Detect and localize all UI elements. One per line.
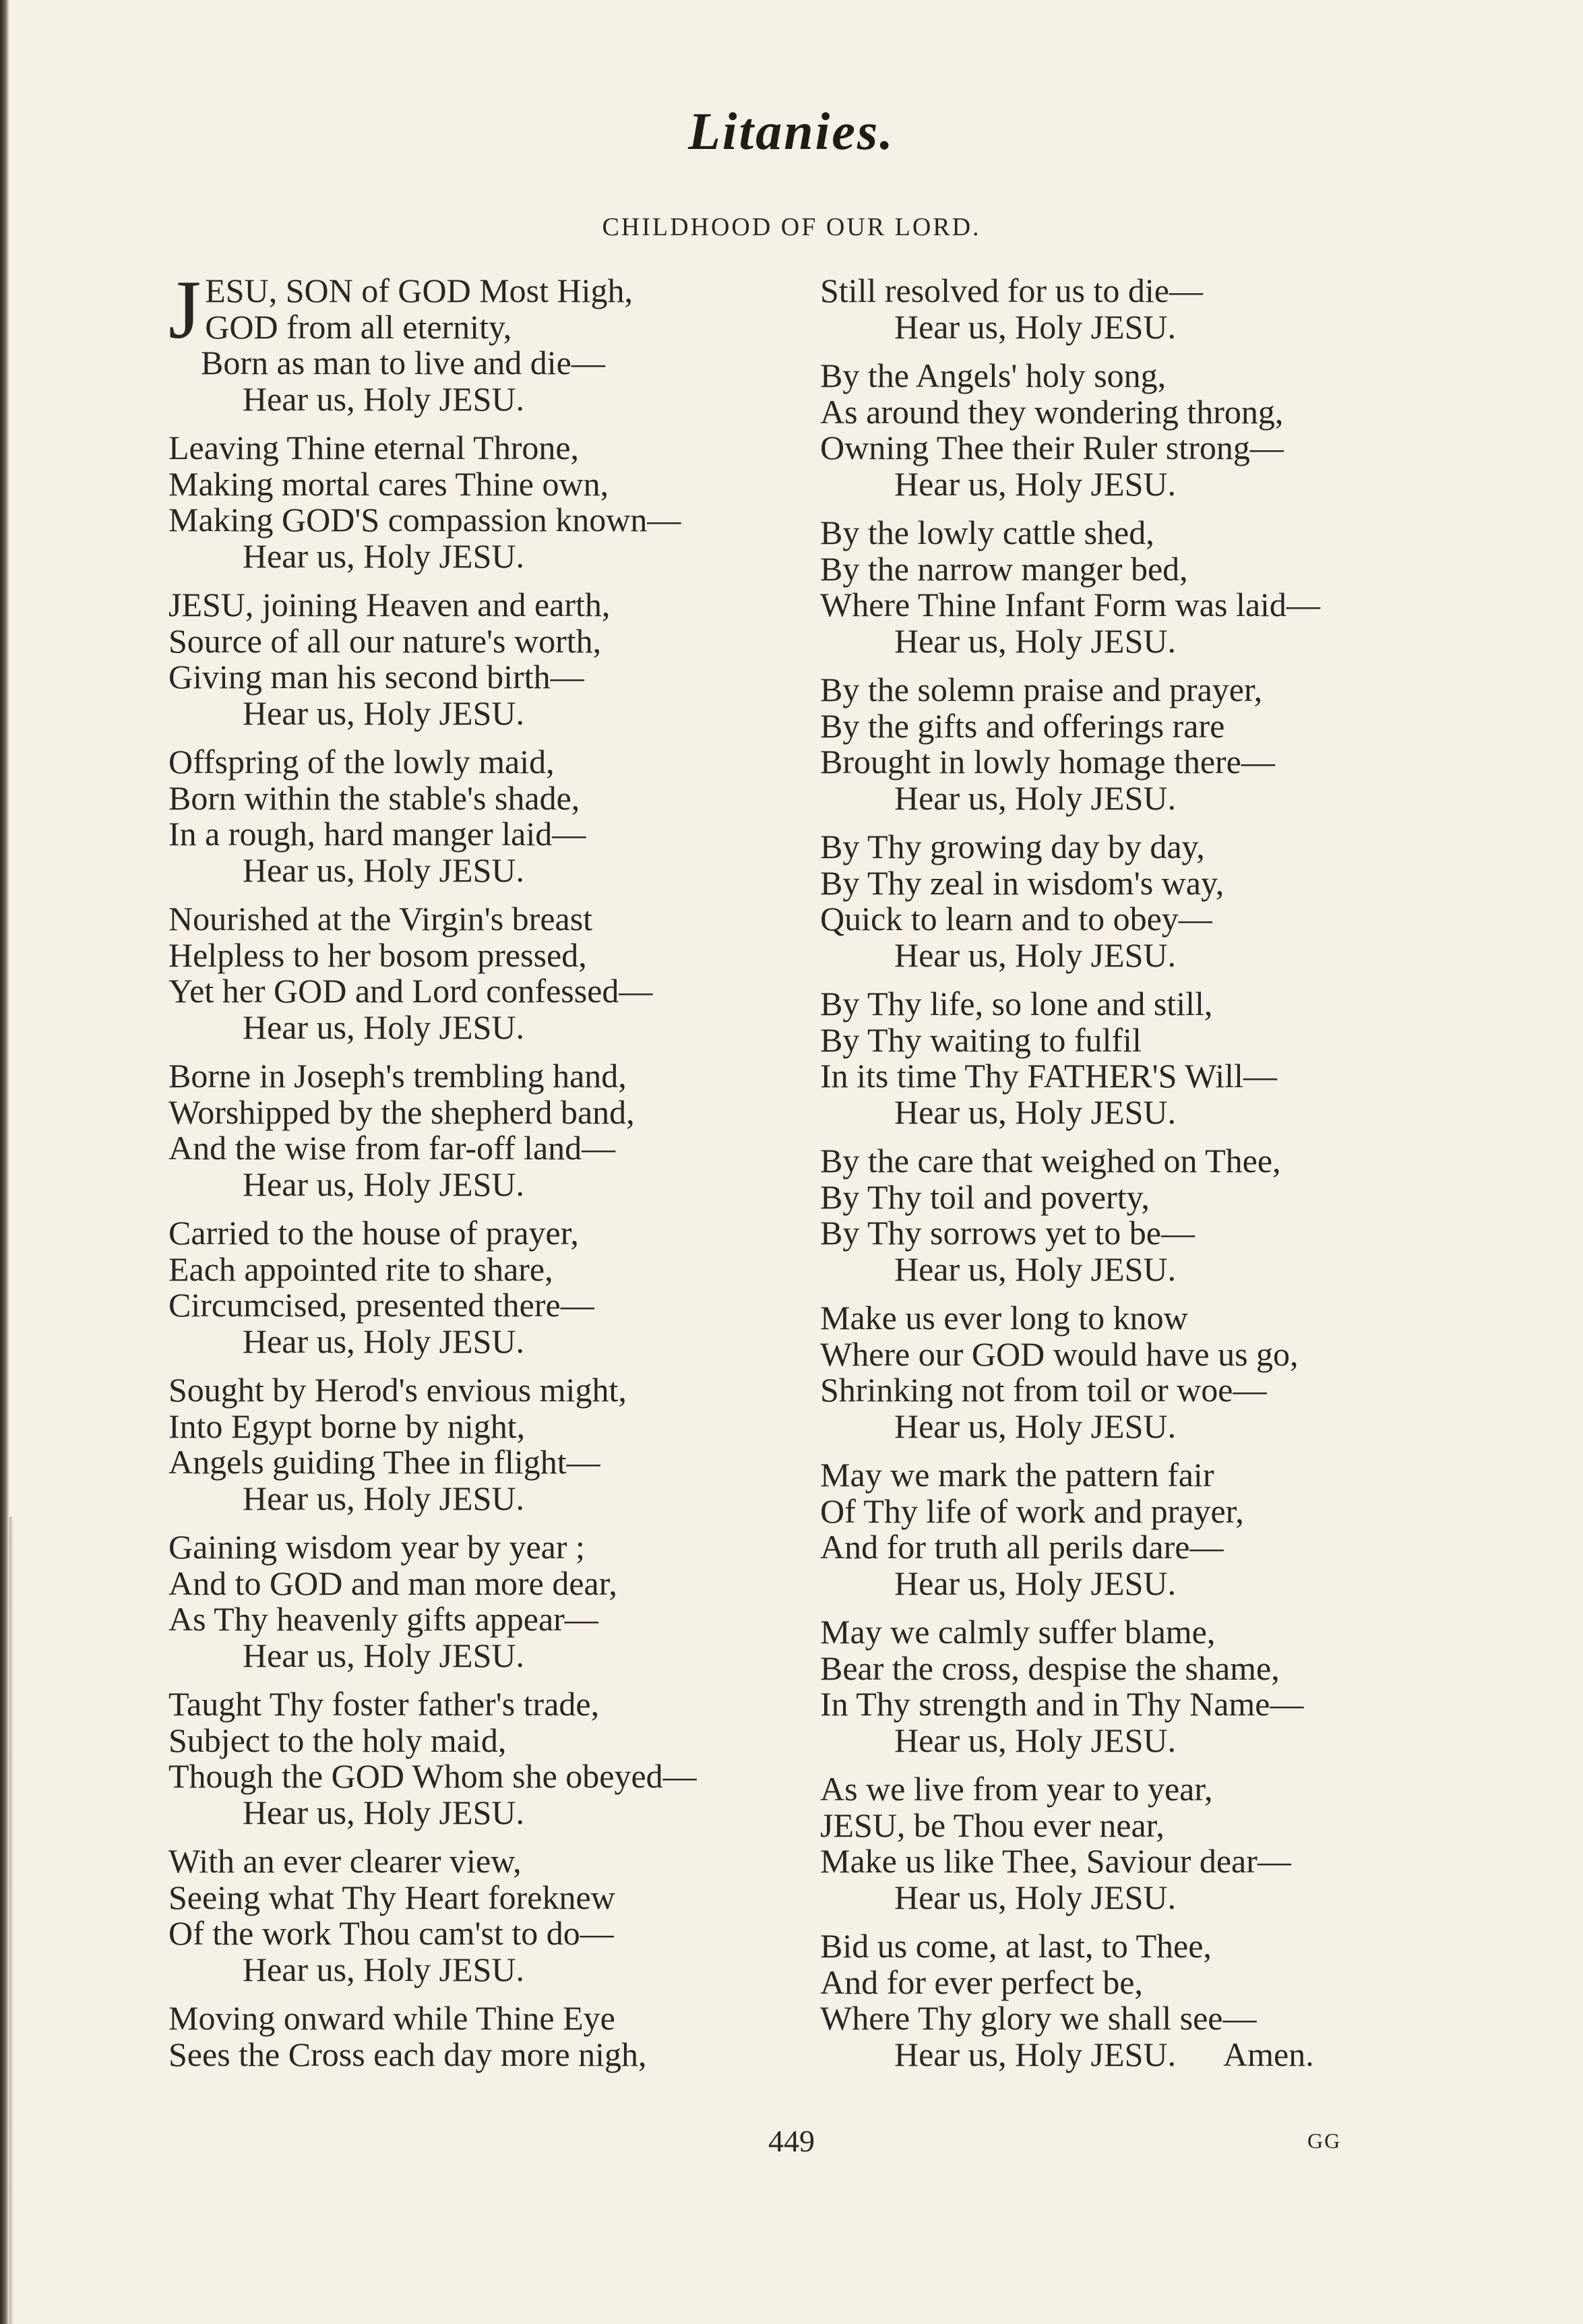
verse-line: In a rough, hard manger laid— <box>168 815 586 853</box>
refrain-text: Hear us, Holy JESU. <box>894 936 1177 974</box>
verse-line: Taught Thy foster father's trade, <box>168 1685 600 1723</box>
refrain-text: Hear us, Holy JESU. <box>243 694 525 732</box>
stanza <box>168 744 782 888</box>
stanza <box>168 1372 782 1517</box>
verse-line: Where our GOD would have us go, <box>820 1335 1299 1373</box>
stanza <box>820 1614 1440 1759</box>
stanza <box>168 901 782 1045</box>
verse-line: May we mark the pattern fair <box>820 1456 1214 1494</box>
verse-line: In its time Thy FATHER'S Will— <box>820 1057 1277 1095</box>
verse-line: By the narrow manger bed, <box>820 549 1188 588</box>
refrain-line <box>168 539 782 575</box>
verse-line: As we live from year to year, <box>820 1770 1213 1808</box>
verse-line: Making mortal cares Thine own, <box>168 464 609 503</box>
verse-line: Owning Thee their Ruler strong— <box>820 429 1284 466</box>
refrain-text: Hear us, Holy JESU. <box>894 1564 1177 1602</box>
refrain-line <box>820 1409 1440 1445</box>
stanza <box>820 273 1440 345</box>
verse-line: Source of all our nature's worth, <box>168 621 602 660</box>
refrain-line <box>168 696 782 732</box>
refrain-text: Hear us, Holy JESU. <box>894 621 1177 660</box>
refrain-line <box>820 623 1440 660</box>
section-title: CHILDHOOD OF OUR LORD. <box>602 213 981 241</box>
verse-line: As around they wondering throng, <box>820 392 1284 431</box>
verse-line: By the Angels' holy song, <box>820 357 1167 394</box>
verse-line: Bid us come, at last, to Thee, <box>820 1927 1212 1965</box>
verse-line: And the wise from far-off land— <box>168 1129 616 1167</box>
verse-line: By Thy waiting to fulfil <box>820 1020 1142 1059</box>
page-number: 449 <box>768 2124 815 2158</box>
refrain-line <box>168 1167 782 1203</box>
stanza <box>820 1143 1440 1287</box>
verse-line: Where Thine Infant Form was laid— <box>820 586 1320 623</box>
verse-line: Born as man to live and die— <box>201 344 605 381</box>
refrain-text: Hear us, Holy JESU. <box>243 1479 525 1517</box>
verse-line: Helpless to her bosom pressed, <box>168 936 587 974</box>
left-column <box>168 264 782 2085</box>
verse-line: May we calmly suffer blame, <box>820 1613 1216 1651</box>
stanza <box>820 358 1440 502</box>
verse-line: Brought in lowly homage there— <box>820 743 1275 781</box>
amen-text: Amen. <box>1223 2035 1314 2073</box>
stanza <box>820 986 1440 1130</box>
stanza <box>168 264 782 418</box>
refrain-line <box>168 1010 782 1046</box>
verse-line: Carried to the house of prayer, <box>168 1214 579 1252</box>
verse-line: ESU, SON of GOD Most High, <box>205 272 633 309</box>
refrain-line <box>168 853 782 889</box>
verse-line: In Thy strength and in Thy Name— <box>820 1685 1304 1723</box>
verse-line: Borne in Joseph's trembling hand, <box>168 1057 627 1095</box>
verse-line: Shrinking not from toil or woe— <box>820 1371 1267 1409</box>
stanza <box>168 587 782 731</box>
verse-line: Quick to learn and to obey— <box>820 900 1212 938</box>
refrain-text: Hear us, Holy JESU. <box>243 1793 525 1831</box>
verse-line: By the solemn praise and prayer, <box>820 671 1263 708</box>
verse-line: Moving onward while Thine Eye <box>168 1999 615 2037</box>
stanza <box>168 1843 782 1988</box>
verse-line: By Thy sorrows yet to be— <box>820 1214 1195 1252</box>
drop-cap: J <box>168 264 201 356</box>
refrain-line <box>820 309 1440 346</box>
verse-line: With an ever clearer view, <box>168 1842 522 1880</box>
stanza <box>820 829 1440 973</box>
stanza <box>820 515 1440 659</box>
refrain-text: Hear us, Holy JESU. <box>894 778 1177 817</box>
verse-line: And for truth all perils dare— <box>820 1528 1224 1566</box>
verse-line: By Thy growing day by day, <box>820 828 1205 865</box>
stanza <box>820 1928 1440 2073</box>
refrain-line <box>820 938 1440 974</box>
stanza <box>168 1529 782 1674</box>
refrain-line <box>168 1638 782 1674</box>
refrain-text: Hear us, Holy JESU. <box>243 1636 525 1674</box>
stanza <box>168 430 782 574</box>
refrain-text: Hear us, Holy JESU. <box>243 851 525 889</box>
verse-line: GOD from all eternity, <box>205 307 512 346</box>
refrain-line <box>168 1952 782 1988</box>
verse-line: Make us ever long to know <box>820 1299 1188 1337</box>
verse-line: Subject to the holy maid, <box>168 1721 507 1759</box>
refrain-text: Hear us, Holy JESU. <box>894 1878 1177 1916</box>
refrain-text: Hear us, Holy JESU. <box>894 1093 1177 1131</box>
verse-line: Angels guiding Thee in flight— <box>168 1443 600 1481</box>
stanza <box>820 1300 1440 1444</box>
verse-line: Of the work Thou cam'st to do— <box>168 1914 614 1952</box>
verse-line: Nourished at the Virgin's breast <box>168 900 593 938</box>
verse-line: JESU, joining Heaven and earth, <box>168 586 611 623</box>
refrain-line <box>820 1252 1440 1288</box>
verse-line: By the gifts and offerings rare <box>820 706 1225 745</box>
stanza <box>820 1457 1440 1601</box>
verse-line: And for ever perfect be, <box>820 1963 1143 2001</box>
verse-line: By Thy zeal in wisdom's way, <box>820 863 1224 902</box>
refrain-text: Hear us, Holy JESU. <box>894 2035 1177 2073</box>
verse-line: Born within the stable's shade, <box>168 778 580 817</box>
verse-line: Giving man his second birth— <box>168 658 584 696</box>
refrain-line <box>168 1795 782 1831</box>
verse-line: Circumcised, presented there— <box>168 1286 594 1324</box>
refrain-text: Hear us, Holy JESU. <box>894 464 1177 503</box>
verse-line: Sees the Cross each day more nigh, <box>168 2035 647 2073</box>
verse-line: Where Thy glory we shall see— <box>820 1999 1257 2037</box>
verse-line: By Thy toil and poverty, <box>820 1178 1150 1216</box>
verse-line: JESU, be Thou ever near, <box>820 1806 1165 1844</box>
verse-line: Sought by Herod's envious might, <box>168 1371 627 1409</box>
verse-line: Still resolved for us to die— <box>820 272 1203 309</box>
verse-line: Yet her GOD and Lord confessed— <box>168 972 653 1010</box>
refrain-line <box>820 466 1440 503</box>
refrain-text: Hear us, Holy JESU. <box>894 1250 1177 1288</box>
verse-line: Into Egypt borne by night, <box>168 1407 526 1445</box>
verse-line: By the lowly cattle shed, <box>820 514 1154 551</box>
stanza <box>820 672 1440 816</box>
stanza <box>820 1771 1440 1916</box>
refrain-text: Hear us, Holy JESU. <box>243 1008 525 1046</box>
verse-line: Bear the cross, despise the shame, <box>820 1649 1280 1687</box>
verse-line: Leaving Thine eternal Throne, <box>168 429 580 466</box>
verse-line: Each appointed rite to share, <box>168 1250 553 1288</box>
refrain-line <box>820 778 1440 817</box>
verse-line: Worshipped by the shepherd band, <box>168 1093 635 1131</box>
book-edge-shadow <box>9 1517 13 2324</box>
verse-line: By Thy life, so lone and still, <box>820 985 1213 1022</box>
book-spine-shadow <box>0 0 9 2324</box>
signature-mark: GG <box>1307 2129 1342 2153</box>
verse-line: And to GOD and man more dear, <box>168 1564 617 1602</box>
refrain-line <box>168 1481 782 1517</box>
refrain-line <box>168 1324 782 1360</box>
verse-line: By the care that weighed on Thee, <box>820 1142 1281 1180</box>
verse-line: Of Thy life of work and prayer, <box>820 1492 1244 1530</box>
refrain-text: Hear us, Holy JESU. <box>894 307 1177 346</box>
verse-line: Make us like Thee, Saviour dear— <box>820 1842 1291 1880</box>
refrain-line <box>820 2037 1440 2073</box>
refrain-text: Hear us, Holy JESU. <box>243 537 525 575</box>
refrain-line: Hear us, Holy JESU. <box>243 379 525 418</box>
refrain-line <box>820 1723 1440 1759</box>
refrain-line <box>820 1095 1440 1131</box>
verse-line: As Thy heavenly gifts appear— <box>168 1600 598 1638</box>
verse-line: Gaining wisdom year by year ; <box>168 1528 585 1566</box>
verse-line: Though the GOD Whom she obeyed— <box>168 1757 697 1795</box>
refrain-line <box>820 1880 1440 1916</box>
refrain-text: Hear us, Holy JESU. <box>243 1322 525 1360</box>
verse-line: Making GOD'S compassion known— <box>168 501 681 539</box>
stanza <box>168 1215 782 1359</box>
page-heading: Litanies. <box>688 102 895 160</box>
refrain-line <box>820 1566 1440 1602</box>
stanza <box>168 1686 782 1831</box>
refrain-text: Hear us, Holy JESU. <box>894 1407 1177 1445</box>
verse-line: Offspring of the lowly maid, <box>168 743 555 781</box>
stanza <box>168 1058 782 1202</box>
refrain-text: Hear us, Holy JESU. <box>243 1950 525 1988</box>
verse-line: Seeing what Thy Heart foreknew <box>168 1878 615 1916</box>
refrain-text: Hear us, Holy JESU. <box>894 1721 1177 1759</box>
refrain-text: Hear us, Holy JESU. <box>243 1165 525 1203</box>
right-column <box>820 273 1440 2085</box>
stanza <box>168 2000 782 2073</box>
